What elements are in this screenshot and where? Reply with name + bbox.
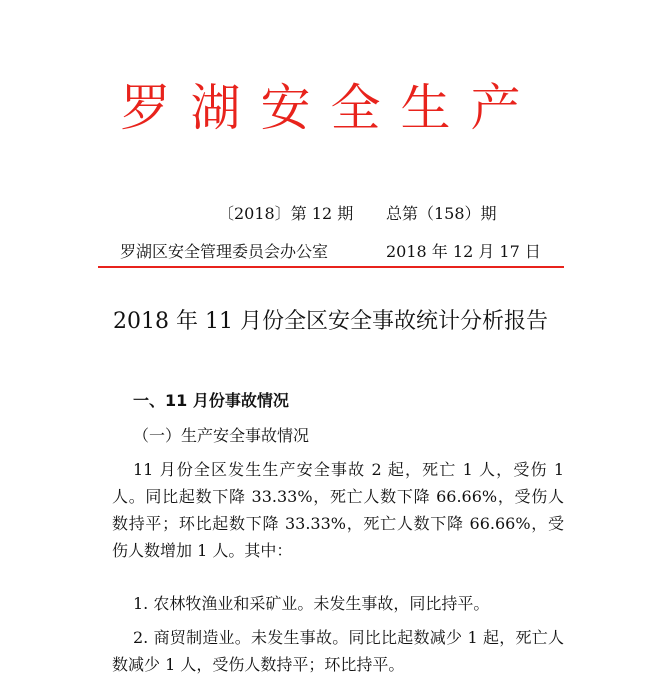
section-heading: 一、11 月份事故情况: [133, 391, 289, 410]
list-item-text: 1. 农林牧渔业和采矿业。未发生事故，同比持平。: [133, 594, 490, 613]
paragraph-summary-text: 11 月份全区发生生产安全事故 2 起，死亡 1 人，受伤 1 人。同比起数下降 33.33%，死亡人数下降 66.66%，受伤人数持平；环比起数下降 33.33%，死亡人数下降 66.66%，受伤人数增加 1 人。其中：: [112, 460, 564, 560]
issue-number: 〔2018〕第 12 期: [218, 204, 354, 223]
red-divider: [98, 266, 564, 268]
issue-total: 总第（158）期: [386, 204, 497, 223]
list-item: [112, 624, 564, 678]
office-date: 2018 年 12 月 17 日: [386, 242, 541, 261]
report-title: 2018 年 11 月份全区安全事故统计分析报告: [113, 309, 548, 334]
masthead-title: 罗湖安全生产: [120, 79, 541, 137]
office-name: 罗湖区安全管理委员会办公室: [120, 242, 329, 261]
subsection-heading: （一）生产安全事故情况: [133, 426, 310, 445]
list-item-text: 2. 商贸制造业。未发生事故。同比比起数减少 1 起，死亡人数减少 1 人，受伤人数持平；环比持平。: [112, 628, 564, 674]
list-item: [112, 590, 564, 617]
paragraph-summary: [112, 456, 564, 564]
